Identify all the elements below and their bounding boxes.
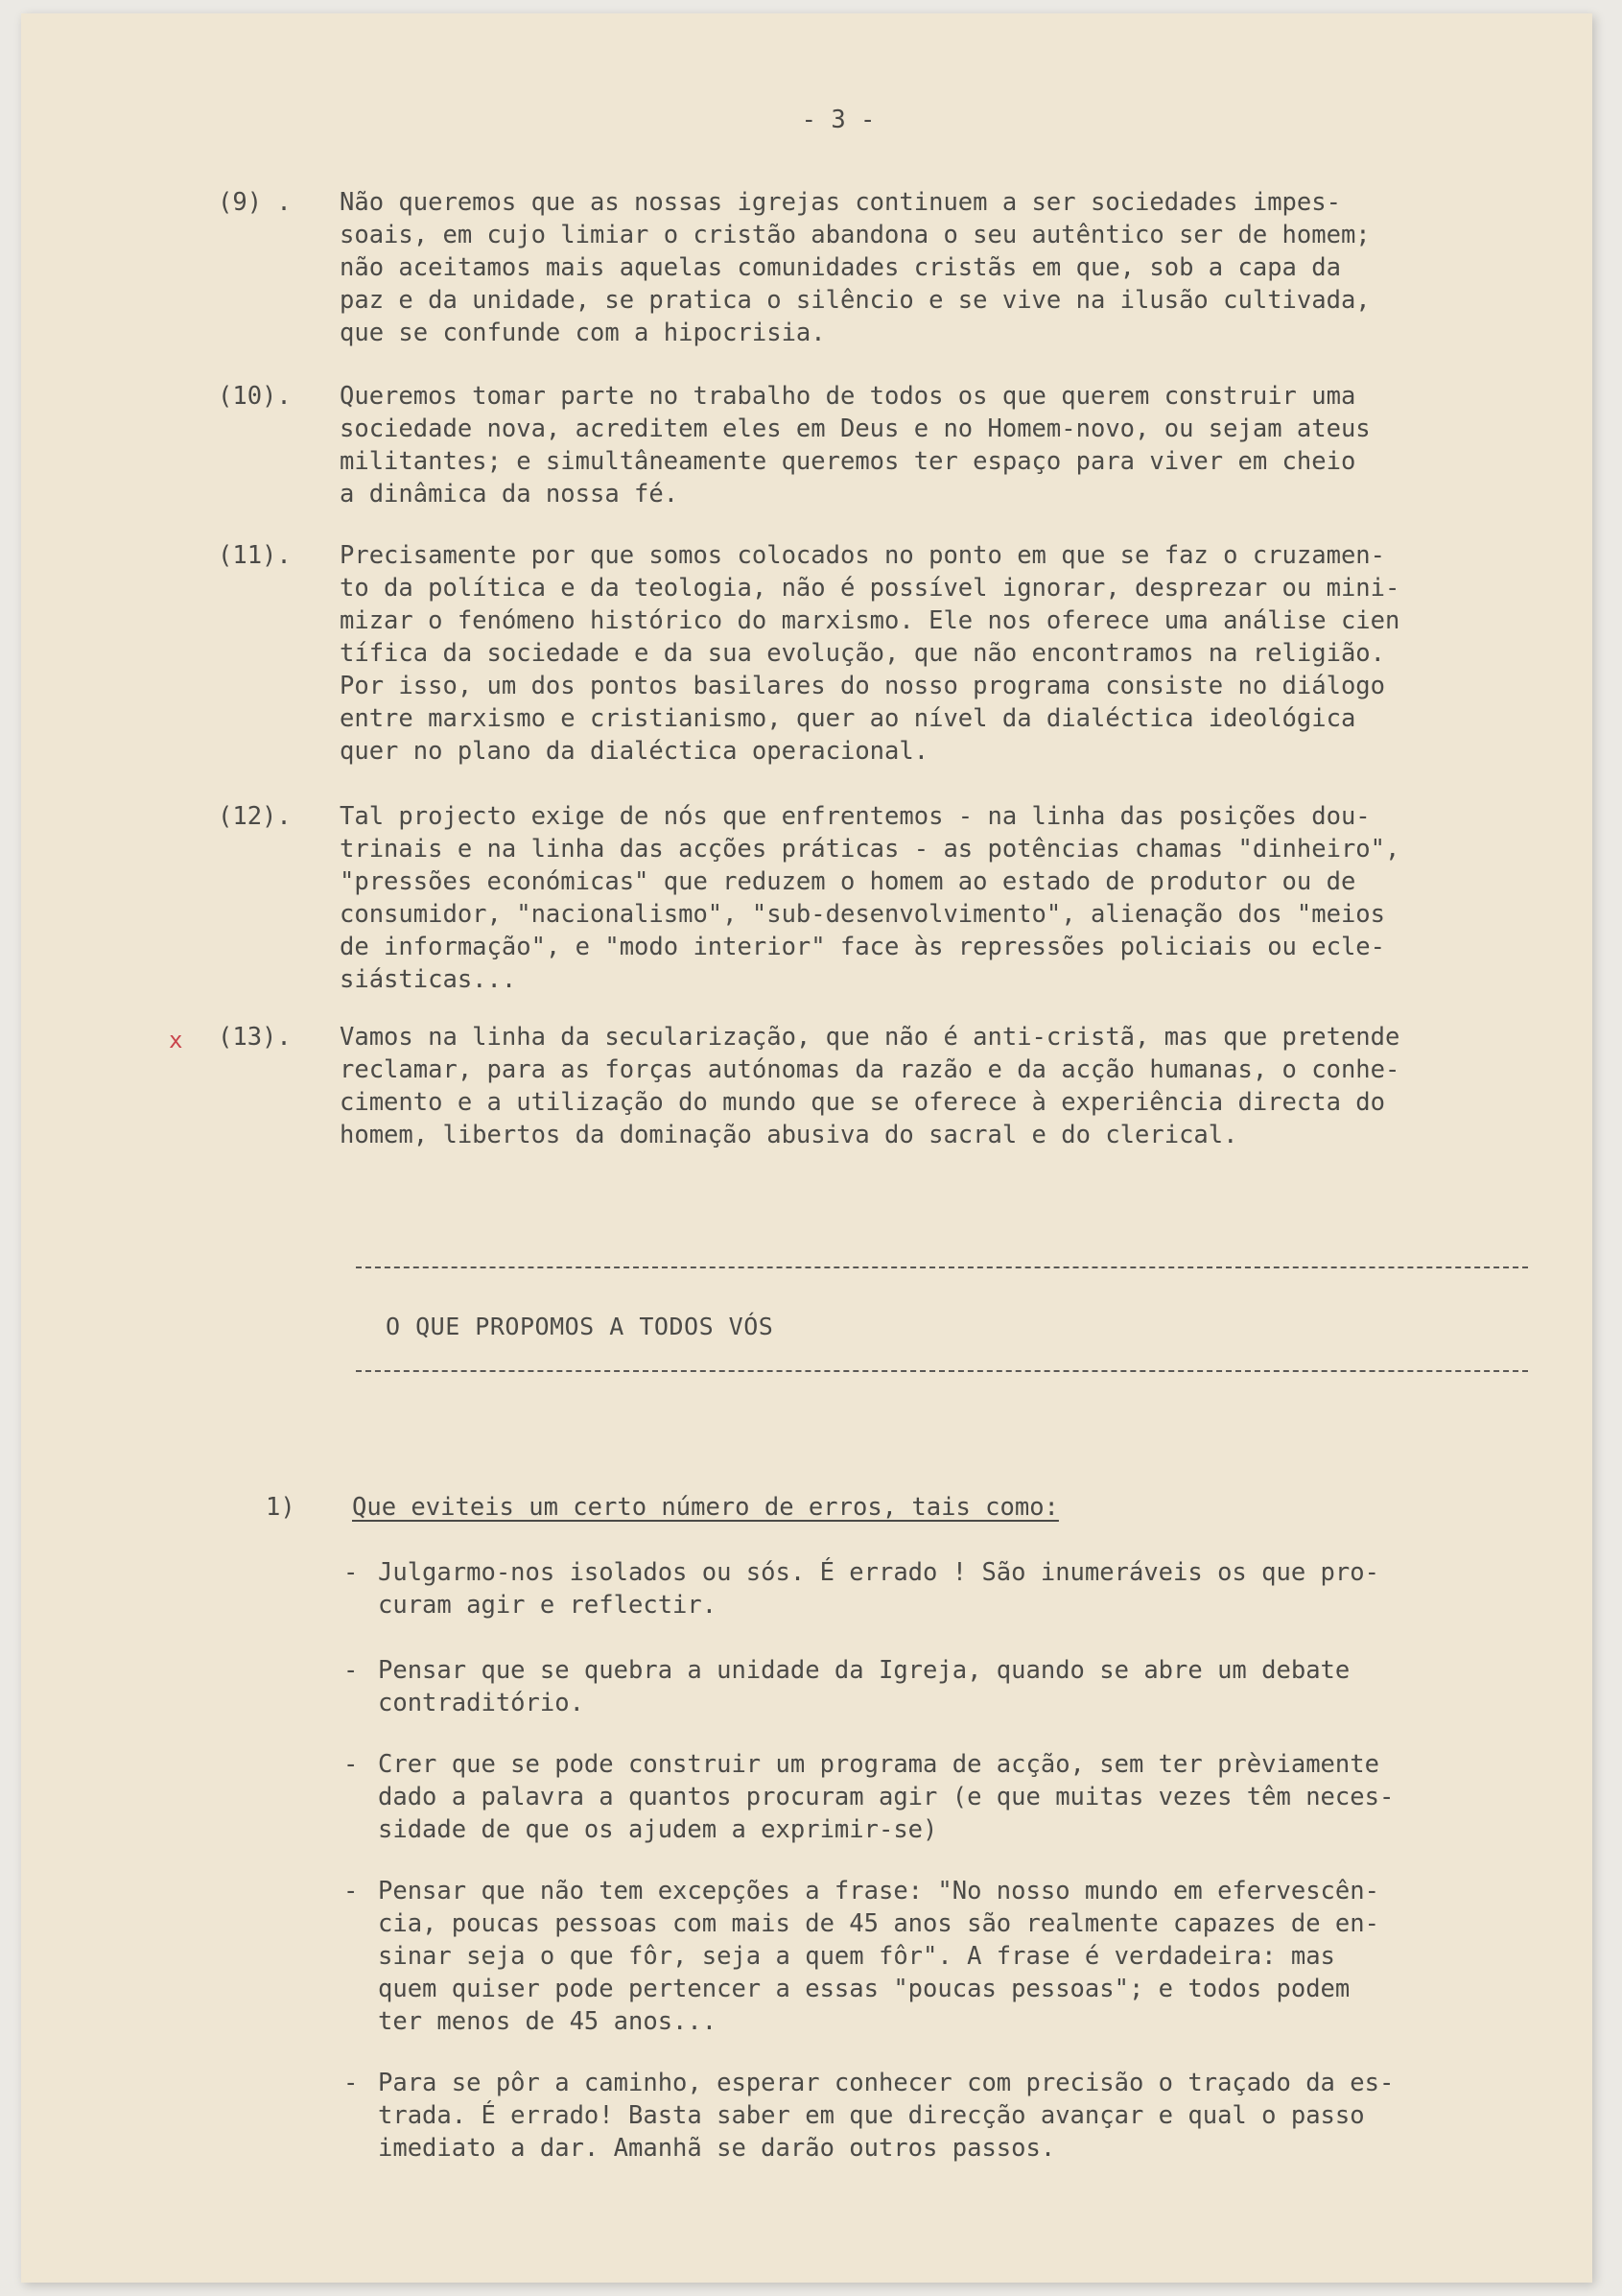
text-line: tífica da sociedade e da sua evolução, que não encontramos na religião. — [340, 639, 1386, 668]
text-line: trinais e na linha das acções práticas - as potências chamas "dinheiro", — [340, 835, 1400, 864]
text-line: paz e da unidade, se pratica o silêncio e se vive na ilusão cultivada, — [340, 286, 1371, 315]
list-item — [343, 2067, 1542, 2165]
dash-bullet: - — [343, 1656, 359, 1685]
text-line: ter menos de 45 anos... — [378, 2007, 717, 2036]
item-text — [340, 539, 1570, 768]
page-number: - 3 - — [801, 106, 876, 134]
text-line: trada. É errado! Basta saber em que direcção avançar e qual o passo — [378, 2101, 1365, 2130]
text-line: Precisamente por que somos colocados no ponto em que se faz o cruzamen- — [340, 541, 1386, 570]
text-line: Julgarmo-nos isolados ou sós. É errado ! São inumeráveis os que pro- — [378, 1558, 1379, 1587]
text-line: cia, poucas pessoas com mais de 45 anos são realmente capazes de en- — [378, 1909, 1379, 1938]
dashed-rule-top — [356, 1266, 1528, 1268]
text-line: soais, em cujo limiar o cristão abandona o seu autêntico ser de homem; — [340, 221, 1371, 249]
item-text — [340, 800, 1570, 996]
text-line: Queremos tomar parte no trabalho de todos os que querem construir uma — [340, 382, 1356, 411]
list-item — [343, 1875, 1542, 2038]
text-line: "pressões económicas" que reduzem o homem ao estado de produtor ou de — [340, 867, 1356, 896]
text-line: Para se pôr a caminho, esperar conhecer com precisão o traçado da es- — [378, 2069, 1395, 2097]
dashed-rule-bottom — [356, 1370, 1528, 1372]
text-line: sidade de que os ajudem a exprimir-se) — [378, 1815, 938, 1844]
text-line: consumidor, "nacionalismo", "sub-desenvolvimento", alienação dos "meios — [340, 900, 1386, 929]
text-line: Por isso, um dos pontos basilares do nosso programa consiste no diálogo — [340, 672, 1386, 700]
item-12 — [218, 800, 1570, 996]
item-number: (13). — [218, 1023, 292, 1052]
list-marker: 1) — [266, 1493, 295, 1522]
dash-bullet: - — [343, 2069, 359, 2097]
text-line: não aceitamos mais aquelas comunidades cristãs em que, sob a capa da — [340, 253, 1341, 282]
section-heading: O QUE PROPOMOS A TODOS VÓS — [386, 1313, 774, 1340]
text-line: homem, libertos da dominação abusiva do sacral e do clerical. — [340, 1121, 1238, 1149]
text-line: que se confunde com a hipocrisia. — [340, 319, 826, 347]
item-number: (12). — [218, 802, 292, 831]
text-line: Crer que se pode construir um programa de acção, sem ter prèviamente — [378, 1750, 1379, 1779]
list-item — [343, 1748, 1542, 1846]
text-line: a dinâmica da nossa fé. — [340, 480, 679, 509]
dash-bullet: - — [343, 1558, 359, 1587]
item-9 — [218, 186, 1570, 349]
item-number: (10). — [218, 382, 292, 411]
item-10 — [218, 380, 1570, 510]
text-line: to da política e da teologia, não é possível ignorar, desprezar ou mini- — [340, 574, 1400, 603]
text-line: reclamar, para as forças autónomas da razão e da acção humanas, o conhe- — [340, 1055, 1400, 1084]
dash-bullet: - — [343, 1750, 359, 1779]
typewritten-page — [21, 13, 1592, 2283]
text-line: militantes; e simultâneamente queremos ter espaço para viver em cheio — [340, 447, 1356, 476]
text-line: siásticas... — [340, 965, 517, 994]
text-line: Tal projecto exige de nós que enfrentemos - na linha das posições dou- — [340, 802, 1371, 831]
item-text — [340, 1021, 1570, 1151]
list-item-text — [378, 1748, 1542, 1846]
item-number: (9) . — [218, 188, 292, 217]
item-number: (11). — [218, 541, 292, 570]
text-line: quem quiser pode pertencer a essas "poucas pessoas"; e todos podem — [378, 1975, 1351, 2003]
text-line: dado a palavra a quantos procuram agir (e que muitas vezes têm neces- — [378, 1783, 1395, 1811]
item-text — [340, 380, 1570, 510]
item-text — [340, 186, 1570, 349]
list-item — [343, 1654, 1542, 1719]
dash-bullet: - — [343, 1877, 359, 1905]
text-line: curam agir e reflectir. — [378, 1591, 717, 1620]
item-11 — [218, 539, 1570, 768]
text-line: imediato a dar. Amanhã se darão outros passos. — [378, 2134, 1056, 2163]
text-line: quer no plano da dialéctica operacional. — [340, 737, 929, 766]
text-line: Vamos na linha da secularização, que não é anti-cristã, mas que pretende — [340, 1023, 1400, 1052]
text-line: Não queremos que as nossas igrejas continuem a ser sociedades impes- — [340, 188, 1341, 217]
list-item-text — [378, 1654, 1542, 1719]
text-line: cimento e a utilização do mundo que se oferece à experiência directa do — [340, 1088, 1386, 1117]
text-line: de informação", e "modo interior" face às repressões policiais ou ecle- — [340, 933, 1386, 961]
list-item-text — [378, 1556, 1542, 1621]
margin-x-mark: x — [169, 1027, 183, 1053]
text-line: sinar seja o que fôr, seja a quem fôr". A frase é verdadeira: mas — [378, 1942, 1335, 1971]
text-line: contraditório. — [378, 1689, 584, 1717]
text-line: entre marxismo e cristianismo, quer ao nível da dialéctica ideológica — [340, 704, 1356, 733]
list-item-text — [378, 1875, 1542, 2038]
list-item — [343, 1556, 1542, 1621]
text-line: Pensar que não tem excepções a frase: "No nosso mundo em efervescên- — [378, 1877, 1379, 1905]
list-item-text — [378, 2067, 1542, 2165]
text-line: sociedade nova, acreditem eles em Deus e no Homem-novo, ou sejam ateus — [340, 414, 1371, 443]
text-line: mizar o fenómeno histórico do marxismo. Ele nos oferece uma análise cien — [340, 606, 1400, 635]
text-line: Pensar que se quebra a unidade da Igreja, quando se abre um debate — [378, 1656, 1351, 1685]
item-13 — [218, 1021, 1570, 1151]
list-intro-text: Que eviteis um certo número de erros, tais como: — [352, 1493, 1059, 1522]
